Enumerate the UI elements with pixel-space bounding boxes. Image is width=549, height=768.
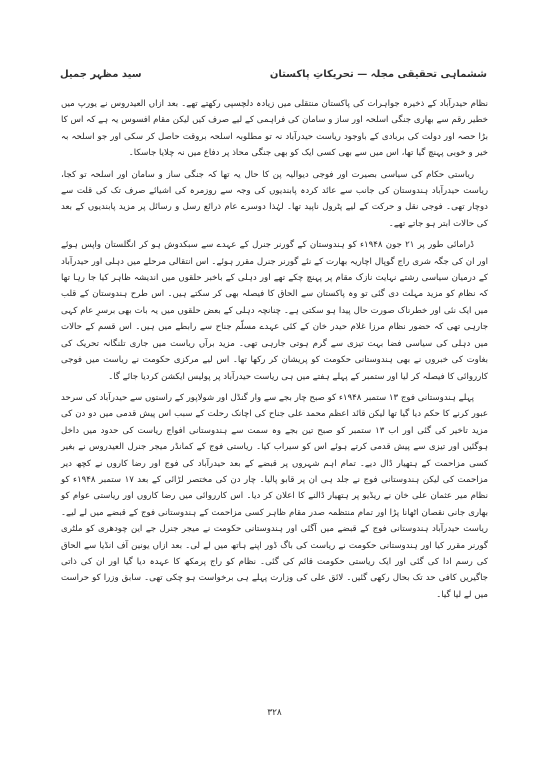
page-number: ۳۲۸ (267, 708, 282, 718)
body-paragraph-1: نظام حیدرآباد کے ذخیرہ جواہرات کی پاکستان منتقلی میں زیادہ دلچسپی رکھتے تھے۔ بعد ازاں العیدروس نے یورپ میں خطیر رقم سے بھاری جنگی اسلحہ اور ساز و سامان کی فراہمی کے لیے صرف کیں لیکن مقام افسوس یہ ہے کہ اس کا بڑا حصہ اور دولت کی بربادی کے باوجود ریاست حیدرآباد نہ تو مطلوبہ اسلحہ بروقت حاصل کر سکی اور جو اسلحہ بہ خیر و خوبی پہنچ گیا تھا، اس میں سے بھی کسی ایک کو بھی جنگی محاذ پر دفاع میں نہ چلایا جاسکا۔ (61, 99, 488, 159)
body-paragraph-4: پہلے ہندوستانی فوج ۱۳ ستمبر ۱۹۴۸ء کو صبح چار بجے سے وار گنڈل اور شولاپور کے راستوں سے حیدرآباد کی سرحد عبور کرنے کا حکم دیا گیا تھا لیکن قائد اعظم محمد علی جناح کی اچانک رحلت کے سبب اس پیش قدمی میں دو دن کی مزید تاخیر کی گئی اور اب ۱۳ ستمبر کو صبح تین بجے وہ سمت سے ہندوستانی افواج ریاست کی حدود میں داخل ہوگئیں اور تیزی سے پیش قدمی کرتے ہوئے اس کو سیراب کیا۔ ریاستی فوج کے کمانڈر میجر جنرل العیدروس نے بغیر کسی مزاحمت کے ہتھیار ڈال دیے۔ تمام اہم شہروں پر قبضے کے بعد حیدرآباد کی فوج اور رضا کاروں نے کچھ دیر مزاحمت کی لیکن ہندوستانی فوج نے جلد ہی ان پر قابو پالیا۔ چار دن کی مختصر لڑائی کے بعد ۱۷ ستمبر ۱۹۴۸ء کو نظام میر عثمان علی خان نے ریڈیو پر ہتھیار ڈالنے کا اعلان کر دیا۔ اس کارروائی میں رضا کاروں اور ریاستی عوام کو بھاری جانی نقصان اٹھانا پڑا اور تمام منتظمہ صدر مقام ظاہر کسی مزاحمت کے ہندوستانی فوج کے قبضے میں لے لیے۔ ریاست حیدرآباد ہندوستانی فوج کے قبضے میں آگئی اور ہندوستانی حکومت نے میجر جنرل جے این چودھری کو ملٹری گورنر مقرر کیا اور ہندوستانی حکومت نے ریاست کی باگ ڈور اپنے ہاتھ میں لے لی۔ بعد ازاں یونین آف انڈیا سے الحاق کی رسم ادا کی گئی اور ایک ریاستی حکومت قائم کی گئی۔ نظام کو راج پرمکھ کا عہدہ دیا گیا اور ان کی ذاتی جاگیریں کافی حد تک بحال رکھی گئیں۔ لائق علی کی وزارت پہلے ہی برخواست ہو چکی تھی۔ سابق وزرا کو حراست میں لے لیا گیا۔ (61, 392, 488, 600)
body-paragraph-2: ریاستی حکام کی سیاسی بصیرت اور فوجی دیوالیہ پن کا حال یہ تھا کہ جنگی ساز و سامان اور اسلحہ تو کجا، ریاست حیدرآباد ہندوستان کی جانب سے عائد کردہ پابندیوں کی وجہ سے روزمرہ کی اشیائے صرف تک کی قلت سے دوچار تھی۔ فوجی نقل و حرکت کے لیے پٹرول ناپید تھا۔ لہٰذا دوسرے عام ذرائع رسل و رسائل پر مزید پابندیوں کے بعد کی حالات ابتر ہو جاتے تھے۔ (61, 169, 488, 229)
body-text (61, 96, 488, 608)
running-header-journal-title: ششماہی تحقیقی مجلہ — تحریکاتِ پاکستان (269, 68, 487, 80)
running-header-author: سید مظہر جمیل (60, 68, 142, 80)
body-paragraph-3: ڈرامائی طور پر ۲۱ جون ۱۹۴۸ء کو ہندوستان کے گورنر جنرل کے عہدے سے سبکدوش ہو کر انگلستان واپس ہوئے اور ان کی جگہ شری راج گوپال اچاریہ بھارت کے نئے گورنر جنرل مقرر ہوئے۔ اس انتقالی مرحلے میں دہلی اور حیدرآباد کے درمیان سیاسی رشتے نہایت نازک مقام پر پہنچ چکے تھے اور دہلی کے باخبر حلقوں میں اندیشہ ظاہر کیا جا رہا تھا کہ نظام کو مزید مہلت دی گئی تو وہ پاکستان سے الحاق کا فیصلہ بھی کر سکتے ہیں۔ اس طرح ہندوستان کے قلب میں ایک نئی اور خطرناک صورت حال پیدا ہو سکتی ہے۔ چنانچہ دہلی کے بعض حلقوں میں یہ بات بھی برسرِ عام کہی جارہی تھی کہ حضور نظام مرزا غلام حیدر خان کے کئی عہدے مسلّم جناح سے رابطے میں ہیں۔ اس قسم کے حالات میں دہلی کی سیاسی فضا بہت تیزی سے گرم ہوتی جارہی تھی۔ مزید برآں ریاست میں جاری تلنگانہ تحریک کی بغاوت کی خبروں نے بھی ہندوستانی حکومت کو پریشان کر رکھا تھا۔ اس لیے مرکزی حکومت نے ریاست میں فوجی کارروائی کا فیصلہ کر لیا اور ستمبر کے پہلے ہفتے میں ہی ریاست حیدرآباد پر پولیس ایکشن کردیا جائے گا۔ (61, 240, 488, 382)
running-header (60, 66, 487, 82)
